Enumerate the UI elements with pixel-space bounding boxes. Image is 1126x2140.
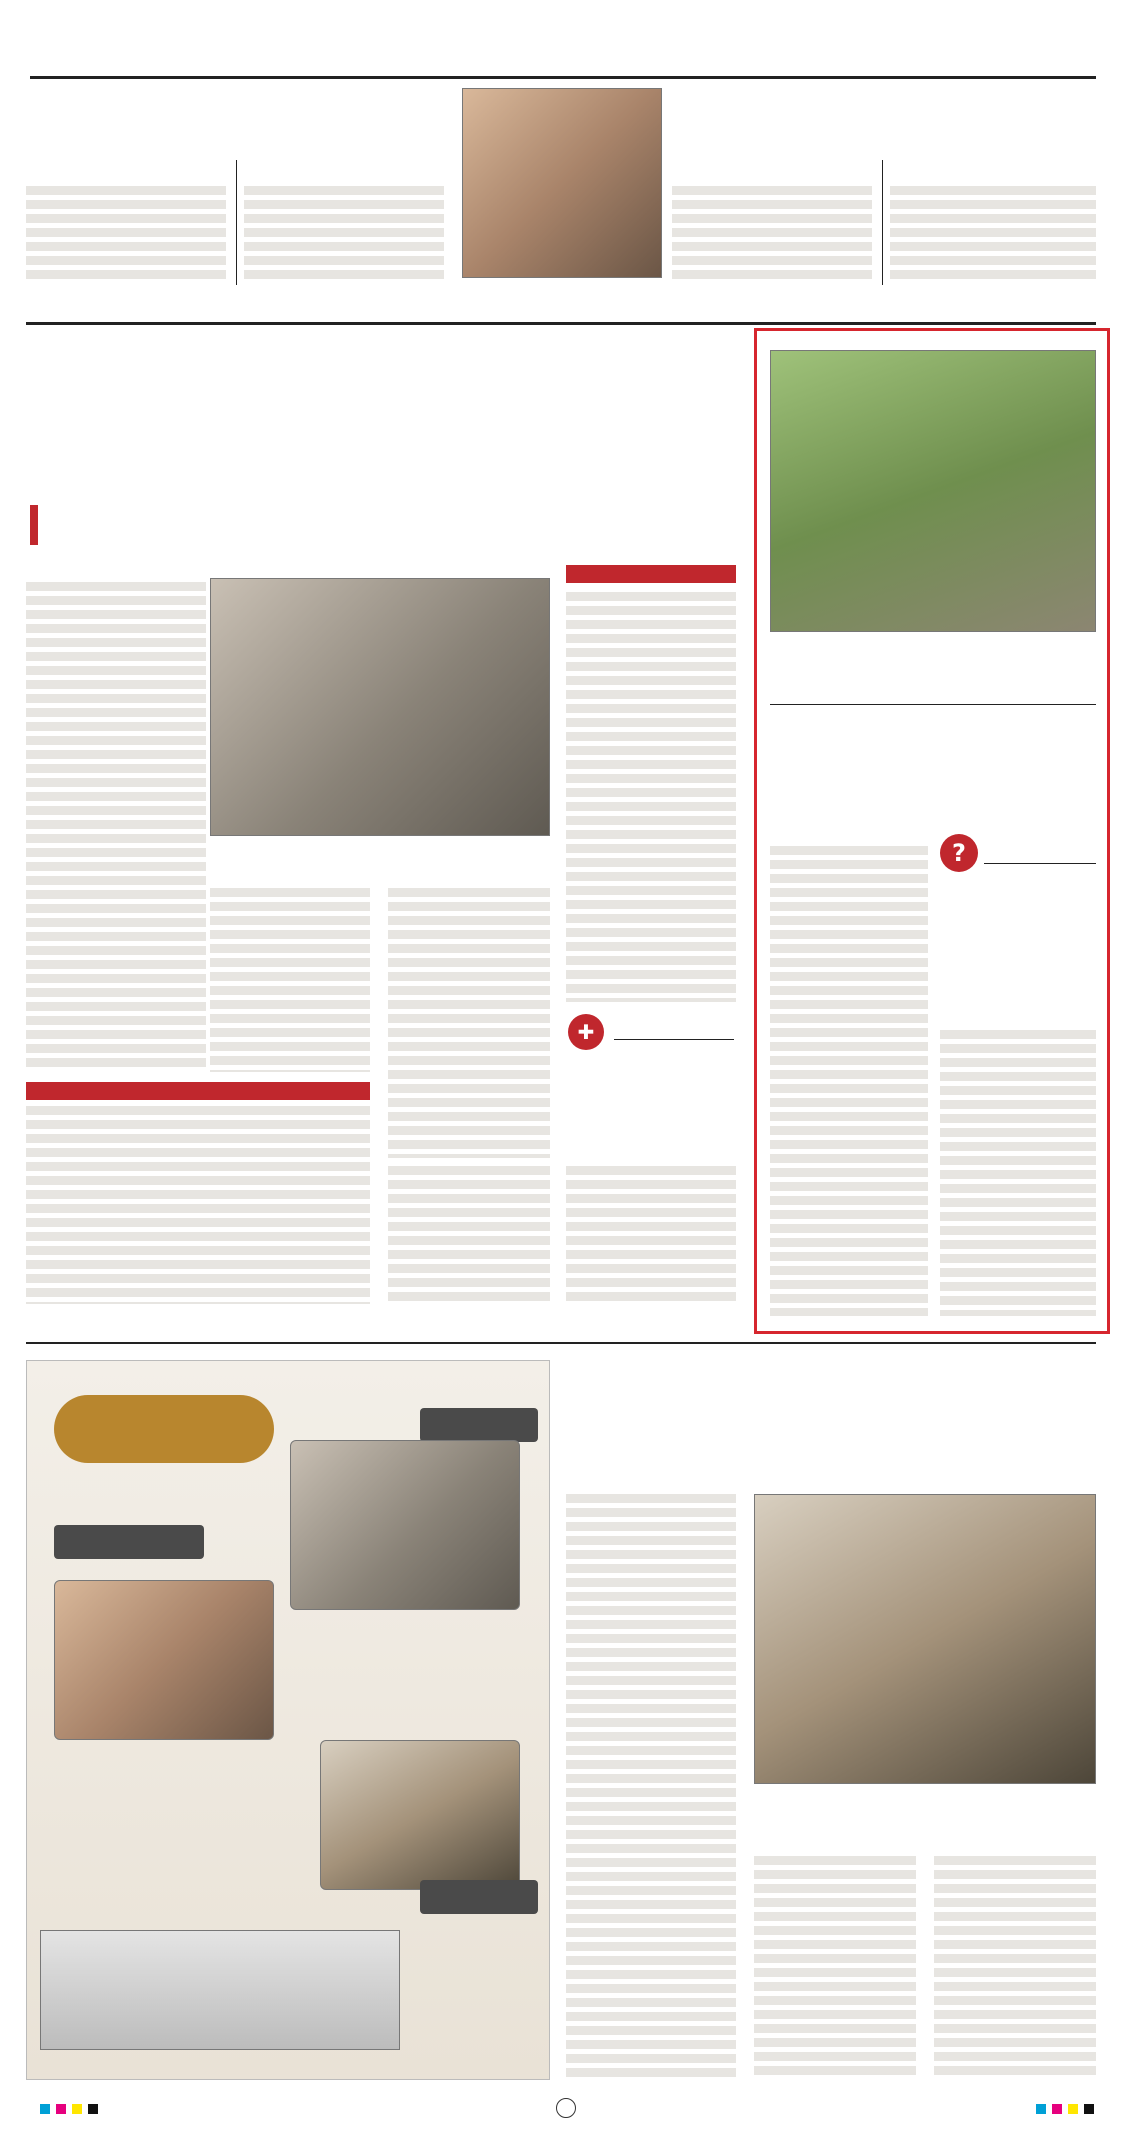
ad-footer-1	[40, 2056, 200, 2072]
ad-tag-1-text	[426, 1416, 532, 1436]
lead-body-column-2	[210, 888, 370, 1072]
ad-tag-3-text	[426, 1888, 532, 1908]
crosshair-mark	[556, 2098, 576, 2118]
brief-photo	[462, 88, 662, 278]
fiscal-sidebar-label	[566, 569, 578, 583]
brief-divider	[236, 160, 237, 285]
guajira-kicker	[566, 1362, 1096, 1384]
ad-caption-2	[40, 1780, 190, 1840]
ad-photo-office	[320, 1740, 520, 1890]
guajira-headline	[566, 1390, 1096, 1464]
registration-mark	[1036, 2104, 1046, 2114]
lead-body-column-4	[388, 1166, 550, 1304]
sabia-text	[940, 888, 1096, 1008]
section-title	[26, 84, 266, 130]
ad-tag-3	[420, 1880, 538, 1914]
lead-sidebar-label-bar	[26, 1082, 370, 1100]
lead-body-column-5	[566, 1166, 736, 1304]
registration-mark	[1068, 2104, 1078, 2114]
brief-headline	[672, 160, 872, 184]
brief-text	[244, 186, 444, 284]
santos-caption-rule	[770, 704, 1096, 705]
registration-mark	[88, 2104, 98, 2114]
brief-text	[890, 186, 1096, 284]
dato-text	[566, 1060, 736, 1160]
ad-photo-newspaper	[40, 1930, 400, 2050]
santos-photo	[770, 350, 1096, 632]
santos-photo-caption	[770, 650, 1096, 700]
registration-mark	[40, 2104, 50, 2114]
question-mark-icon: ?	[940, 834, 978, 872]
ad-caption-1	[330, 1640, 530, 1688]
santos-photo-credit	[770, 636, 1096, 648]
lead-photo	[210, 578, 550, 836]
ad-tag-2-text	[60, 1533, 198, 1553]
lead-photo-caption	[210, 852, 550, 882]
santos-byline	[770, 826, 930, 840]
date-line	[745, 48, 1095, 70]
brief-headline	[890, 160, 1096, 184]
guajira-body-column-2	[754, 1856, 916, 2080]
guajira-body-column-3	[934, 1856, 1096, 2080]
ad-closing	[410, 1950, 540, 2040]
santos-headline	[770, 742, 1096, 816]
ad-photo-tablet	[290, 1440, 520, 1610]
fiscal-sidebar-text	[566, 592, 736, 1002]
brief-text	[672, 186, 872, 284]
lead-body-column-1	[26, 582, 206, 1072]
guajira-photo-caption	[754, 1802, 1096, 1846]
lead-kicker	[26, 350, 526, 372]
brief-divider	[882, 160, 883, 285]
registration-mark	[1052, 2104, 1062, 2114]
lead-deck	[46, 504, 736, 550]
ad-footer-2	[220, 2056, 380, 2072]
page-number	[30, 42, 90, 72]
brand-logo	[520, 42, 660, 72]
guajira-photo-credit	[754, 1788, 1096, 1800]
fiscal-sidebar-label-bar	[566, 565, 736, 583]
masthead-rule	[30, 76, 1096, 79]
brief-headline	[26, 160, 226, 184]
lead-body-column-3	[388, 888, 550, 1158]
santos-body-column-1	[770, 846, 928, 1316]
santos-body-column-2	[940, 1030, 1096, 1316]
sabia-label	[984, 846, 1096, 864]
ad-tagline	[64, 1417, 264, 1441]
briefs-bottom-rule	[26, 322, 1096, 325]
santos-kicker	[770, 714, 1096, 736]
guajira-photo	[754, 1494, 1096, 1784]
ad-caption-3	[180, 1836, 320, 1886]
registration-mark	[1084, 2104, 1094, 2114]
lead-photo-credit	[210, 838, 550, 850]
mid-page-rule	[26, 1342, 1096, 1344]
dato-label	[614, 1022, 734, 1040]
lead-byline	[26, 560, 206, 574]
ad-photo-self-defense	[54, 1580, 274, 1740]
lead-sidebar-label	[26, 1086, 40, 1100]
registration-mark	[72, 2104, 82, 2114]
ad-tag-1	[420, 1408, 538, 1442]
lead-deck-marker	[30, 505, 38, 545]
guajira-byline	[566, 1474, 726, 1488]
registration-mark	[56, 2104, 66, 2114]
ad-tagline-banner	[54, 1395, 274, 1463]
ad-footer-3	[400, 2056, 540, 2072]
brief-headline	[244, 160, 444, 184]
brief-text	[26, 186, 226, 284]
ad-tag-2	[54, 1525, 204, 1559]
puzzle-icon: ✚	[568, 1014, 604, 1050]
lead-sidebar-text	[26, 1106, 370, 1304]
guajira-body-column-1	[566, 1494, 736, 2080]
lead-headline	[26, 378, 736, 496]
brief-photo-credit	[462, 282, 662, 296]
